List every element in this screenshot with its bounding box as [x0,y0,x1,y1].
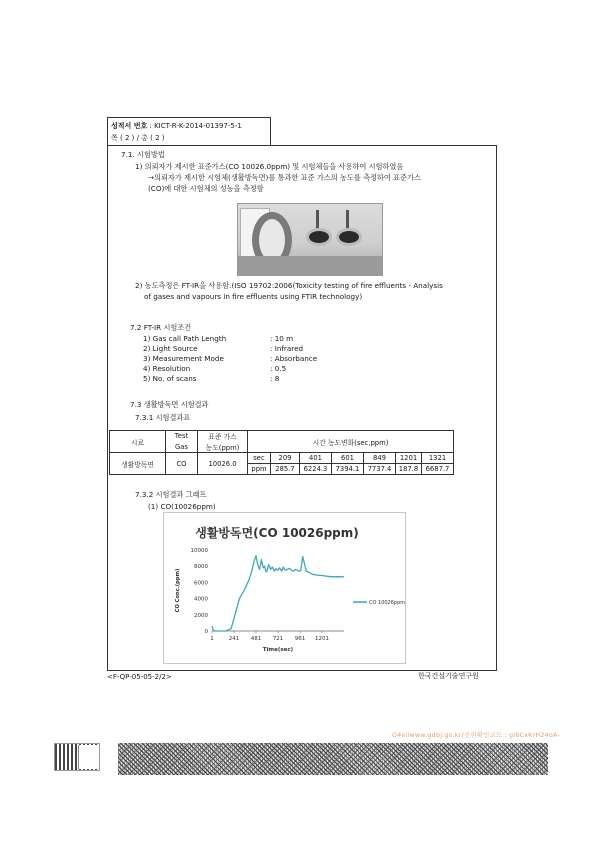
apparatus-photo [237,203,383,276]
condition-label-2: 2) Light Source [143,344,198,353]
barcode-stamp-blank [78,745,98,769]
x-tick-label: 721 [272,636,284,642]
section-title-7-3: 7.3 생활방독면 시험결과 [130,400,209,409]
condition-value-4: : 0.5 [270,364,287,373]
security-pattern [118,743,548,775]
y-tick-label: 10000 [190,548,208,554]
x-tick-label: 481 [250,636,262,642]
section-title-7-1: 7.1. 시험방법 [121,150,165,159]
results-table [109,430,454,475]
page-indicator: 쪽 ( 2 ) / 총 ( 2 ) [111,134,165,142]
cell-ppm-2: 6224.3 [300,464,332,475]
method-para-1-line2: →의뢰자가 제시한 시험체(생활방독면)를 통과한 표준 가스의 농도를 측정하여 표준가스 [148,173,421,182]
x-axis-title: Time(sec) [262,647,294,653]
y-tick-label: 6000 [194,580,208,587]
x-tick-label: 1 [210,636,214,642]
certificate-header [107,117,271,145]
certificate-number: 성적서 번호 : KICT-R-K-2014-01397-5-1 [111,122,242,130]
cell-sec-label: sec [248,453,271,464]
graph-subtitle: (1) CO(10026ppm) [148,502,216,511]
cell-ppm-label: ppm [248,464,271,475]
cell-sec-2: 401 [300,453,332,464]
method-para-2-line1: 2) 농도측정은 FT-IR을 사용함.(ISO 19702:2006(Toxicity testing of fire effluents - Analysis [135,281,443,290]
condition-value-5: : 8 [270,374,280,383]
header-time-conc: 시간 농도변화(sec,ppm) [248,431,454,453]
condition-label-1: 1) Gas call Path Length [143,334,227,343]
method-para-1-line3: (CO)에 대한 시험체의 성능을 측정함 [148,184,264,193]
series-line-co [212,556,344,631]
cell-sec-5: 1201 [396,453,422,464]
organization-name: 한국건설기술연구원 [418,672,479,680]
x-tick-label: 1201 [315,636,329,642]
condition-value-1: : 10 m [270,334,294,343]
header-std-line1: 표준 가스 [198,431,248,442]
condition-label-5: 5) No. of scans [143,374,197,383]
cell-ppm-5: 187.8 [396,464,422,475]
chart-title: 생활방독면(CO 10026ppm) [195,526,359,540]
cell-ppm-6: 6687.7 [422,464,454,475]
cell-ppm-4: 7737.4 [364,464,396,475]
y-tick-label: 8000 [194,564,208,571]
method-para-2-line2: of gases and vapours in fire effluents using FTIR technology) [144,292,363,301]
chart-container [163,512,406,664]
cell-sample: 생활방독면 [110,453,166,475]
table-title: 7.3.1 시험결과표 [135,413,191,422]
x-tick-label: 961 [294,636,306,642]
y-tick-label: 4000 [194,596,208,603]
condition-value-3: : Absorbance [270,354,318,363]
graph-title: 7.3.2 시험결과 그래프 [135,490,207,499]
verification-url: G4ellwww.gdbj.go.kr/진위확인코드 : gi6CxKrH24oA- [392,731,560,739]
method-para-1-line1: 1) 의뢰자가 제시한 표준가스(CO 10026.0ppm) 및 시험체들을 사용하여 시험하였음 [135,162,404,171]
cell-ppm-3: 7394.1 [332,464,364,475]
section-title-7-2: 7.2 FT-IR 시험조건 [130,323,192,332]
header-std-line2: 농도(ppm) [198,442,248,453]
header-sample: 시료 [110,431,166,453]
form-id: <F-QP-05-05-2/2> [107,673,172,681]
cell-std: 10026.0 [198,453,248,475]
cell-ppm-1: 285.7 [271,464,300,475]
header-test: Test [166,431,198,442]
cell-sec-6: 1321 [422,453,454,464]
cell-sec-1: 209 [271,453,300,464]
legend-label: CO 10026ppm [369,600,406,606]
cell-sec-3: 601 [332,453,364,464]
co-concentration-chart [164,513,407,665]
condition-label-3: 3) Measurement Mode [143,354,224,363]
condition-value-2: : Infrared [270,344,304,353]
y-axis-title: CO Conc.(ppm) [175,568,181,613]
cell-sec-4: 849 [364,453,396,464]
y-tick-label: 0 [204,629,208,635]
x-tick-label: 241 [228,636,240,642]
y-tick-label: 2000 [194,612,208,619]
cell-gas: CO [166,453,198,475]
condition-label-4: 4) Resolution [143,364,191,373]
header-gas: Gas [166,442,198,453]
